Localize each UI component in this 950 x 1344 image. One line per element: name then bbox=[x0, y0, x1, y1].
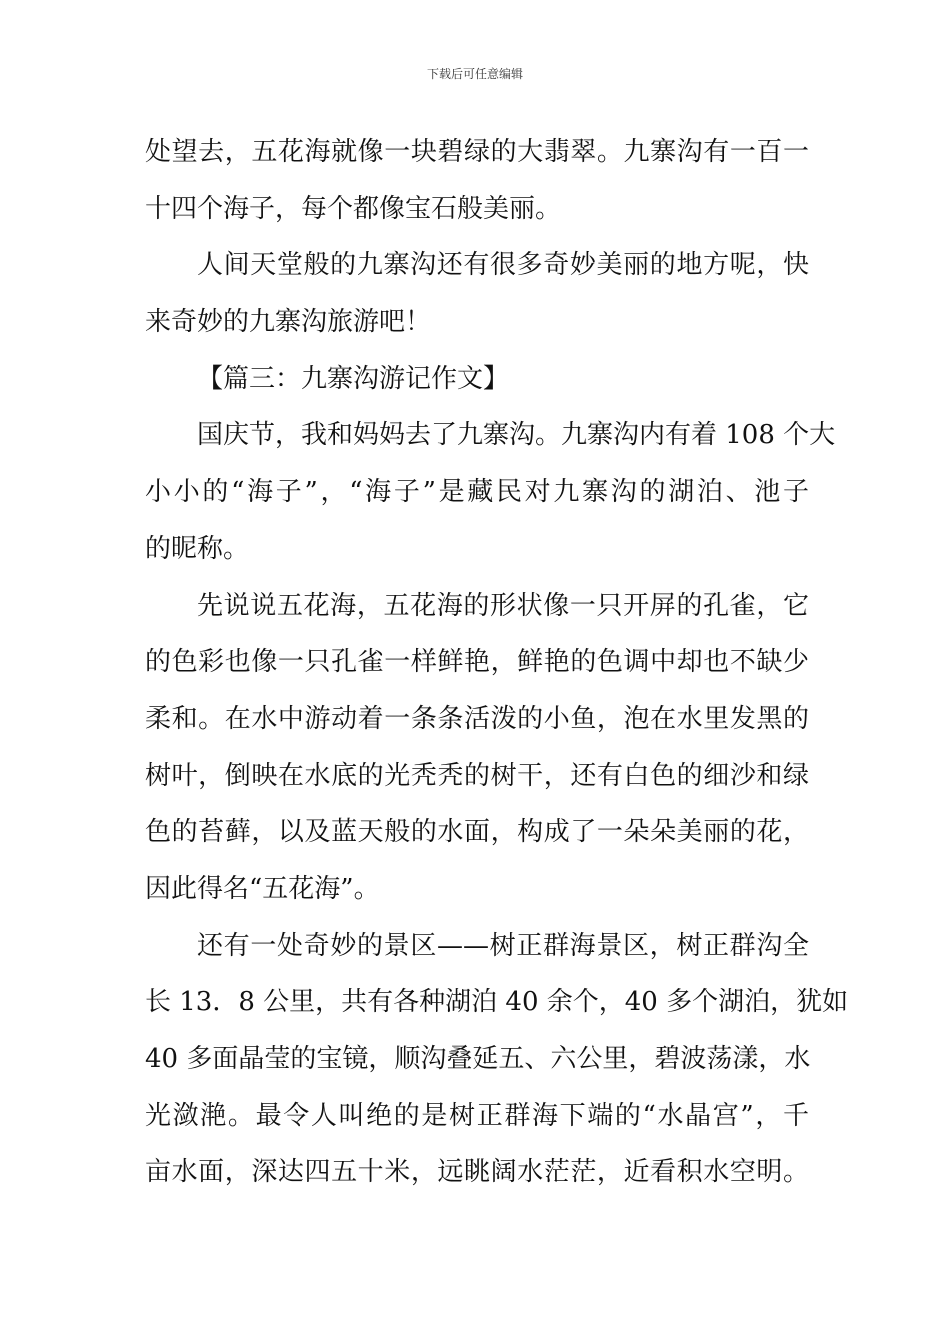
text-line: 40 多面晶莹的宝镜，顺沟叠延五、六公里，碧波荡漾，水 bbox=[145, 1044, 811, 1074]
text-line: 柔和。在水中游动着一条条活泼的小鱼，泡在水里发黑的 bbox=[145, 703, 809, 734]
text-line: 人间天堂般的九寨沟还有很多奇妙美丽的地方呢，快 bbox=[197, 250, 809, 281]
text-line: 还有一处奇妙的景区——树正群海景区，树正群沟全 bbox=[197, 930, 809, 961]
text-line: 因此得名“五花海”。 bbox=[145, 873, 380, 904]
text-line: 先说说五花海，五花海的形状像一只开屏的孔雀，它 bbox=[197, 590, 809, 621]
text-line: 树叶，倒映在水底的光秃秃的树干，还有白色的细沙和绿 bbox=[145, 760, 809, 791]
document-body bbox=[145, 124, 849, 1201]
text-line: 光潋滟。最令人叫绝的是树正群海下端的“水晶宫”，千 bbox=[145, 1100, 809, 1131]
page-header: 下载后可任意编辑 bbox=[426, 67, 523, 81]
text-line: 长 13．8 公里，共有各种湖泊 40 余个，40 多个湖泊，犹如 bbox=[145, 987, 849, 1018]
text-line: 的色彩也像一只孔雀一样鲜艳，鲜艳的色调中却也不缺少 bbox=[145, 647, 809, 678]
text-line: 亩水面，深达四五十米，远眺阔水茫茫，近看积水空明。 bbox=[145, 1157, 809, 1188]
text-line: 十四个海子，每个都像宝石般美丽。 bbox=[145, 193, 562, 224]
text-line: 小小的“海子”，“海子”是藏民对九寨沟的湖泊、池子 bbox=[145, 477, 809, 508]
section-heading: 【篇三：九寨沟游记作文】 bbox=[197, 363, 510, 394]
text-line: 来奇妙的九寨沟旅游吧！ bbox=[145, 307, 432, 338]
text-line: 的昵称。 bbox=[145, 533, 250, 564]
text-line: 处望去，五花海就像一块碧绿的大翡翠。九寨沟有一百一 bbox=[145, 137, 809, 167]
text-line: 国庆节，我和妈妈去了九寨沟。九寨沟内有着 108 个大 bbox=[197, 420, 836, 451]
text-line: 色的苔藓，以及蓝天般的水面，构成了一朵朵美丽的花， bbox=[145, 817, 809, 848]
